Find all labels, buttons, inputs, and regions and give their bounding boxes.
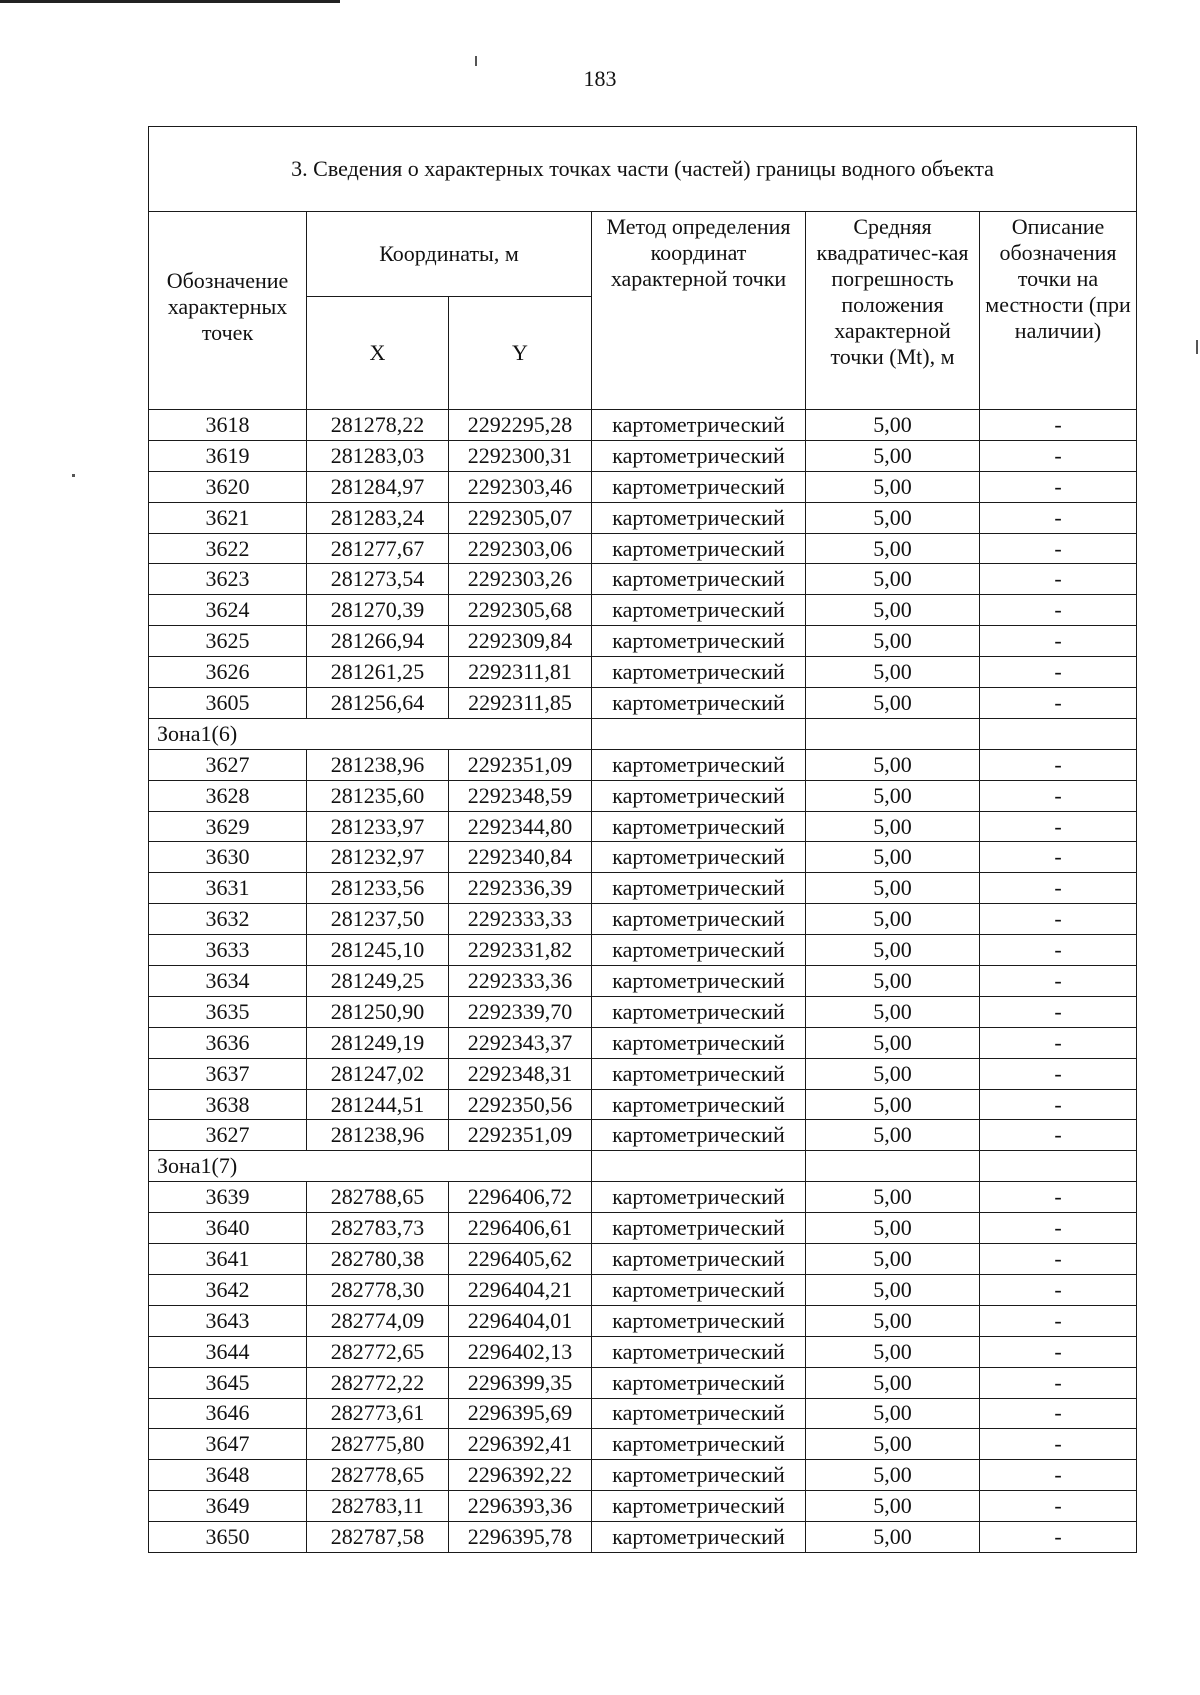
method-cell: картометрический: [592, 595, 806, 626]
precision-cell: 5,00: [806, 996, 980, 1027]
precision-cell: 5,00: [806, 410, 980, 441]
x-cell: 281283,03: [307, 440, 449, 471]
description-cell: -: [980, 1367, 1137, 1398]
description-cell: -: [980, 1274, 1137, 1305]
point-id-cell: 3648: [149, 1460, 307, 1491]
point-id-cell: 3605: [149, 688, 307, 719]
table-row: [149, 564, 1137, 595]
point-id-cell: 3643: [149, 1305, 307, 1336]
description-cell: -: [980, 780, 1137, 811]
description-cell: -: [980, 533, 1137, 564]
table-row: [149, 935, 1137, 966]
header-x: X: [307, 297, 449, 410]
table-row: [149, 1429, 1137, 1460]
precision-cell: 5,00: [806, 1491, 980, 1522]
description-cell: -: [980, 1336, 1137, 1367]
method-cell: картометрический: [592, 749, 806, 780]
point-id-cell: 3623: [149, 564, 307, 595]
y-cell: 2292305,68: [449, 595, 592, 626]
precision-cell: 5,00: [806, 1367, 980, 1398]
scan-speck: [72, 474, 75, 477]
table-row: [149, 502, 1137, 533]
y-cell: 2292311,81: [449, 657, 592, 688]
table-row: [149, 657, 1137, 688]
y-cell: 2292348,59: [449, 780, 592, 811]
x-cell: 282778,30: [307, 1274, 449, 1305]
description-cell: -: [980, 935, 1137, 966]
y-cell: 2296405,62: [449, 1244, 592, 1275]
x-cell: 281273,54: [307, 564, 449, 595]
precision-cell: 5,00: [806, 1336, 980, 1367]
precision-cell: 5,00: [806, 1120, 980, 1151]
x-cell: 282780,38: [307, 1244, 449, 1275]
y-cell: 2292331,82: [449, 935, 592, 966]
table-row: [149, 533, 1137, 564]
table-row: [149, 1120, 1137, 1151]
y-cell: 2292305,07: [449, 502, 592, 533]
y-cell: 2296399,35: [449, 1367, 592, 1398]
point-id-cell: 3619: [149, 440, 307, 471]
y-cell: 2292351,09: [449, 1120, 592, 1151]
table-row: [149, 780, 1137, 811]
method-cell: картометрический: [592, 657, 806, 688]
y-cell: 2296392,22: [449, 1460, 592, 1491]
y-cell: 2292303,46: [449, 471, 592, 502]
method-cell: картометрический: [592, 1182, 806, 1213]
y-cell: 2292333,36: [449, 966, 592, 997]
header-designation: Обозначение характерных точек: [149, 212, 307, 410]
description-cell: -: [980, 1429, 1137, 1460]
table-row: [149, 1182, 1137, 1213]
precision-cell: 5,00: [806, 1058, 980, 1089]
x-cell: 281277,67: [307, 533, 449, 564]
precision-cell: 5,00: [806, 440, 980, 471]
x-cell: 281270,39: [307, 595, 449, 626]
boundary-points-table: [148, 126, 1137, 1553]
header-y: Y: [449, 297, 592, 410]
x-cell: 281256,64: [307, 688, 449, 719]
description-cell: -: [980, 749, 1137, 780]
precision-cell: 5,00: [806, 1522, 980, 1553]
x-cell: 281235,60: [307, 780, 449, 811]
precision-cell: 5,00: [806, 873, 980, 904]
y-cell: 2292309,84: [449, 626, 592, 657]
x-cell: 281283,24: [307, 502, 449, 533]
y-cell: 2292295,28: [449, 410, 592, 441]
method-cell: картометрический: [592, 440, 806, 471]
precision-cell: 5,00: [806, 842, 980, 873]
description-cell: [980, 718, 1137, 749]
x-cell: 281247,02: [307, 1058, 449, 1089]
precision-cell: 5,00: [806, 1089, 980, 1120]
x-cell: 281233,97: [307, 811, 449, 842]
scan-speck: [1196, 340, 1198, 354]
scan-edge-line: [0, 0, 340, 3]
precision-cell: 5,00: [806, 657, 980, 688]
y-cell: 2292351,09: [449, 749, 592, 780]
description-cell: -: [980, 996, 1137, 1027]
precision-cell: 5,00: [806, 904, 980, 935]
description-cell: -: [980, 595, 1137, 626]
method-cell: картометрический: [592, 904, 806, 935]
point-id-cell: 3639: [149, 1182, 307, 1213]
description-cell: -: [980, 410, 1137, 441]
method-cell: картометрический: [592, 1460, 806, 1491]
x-cell: 282774,09: [307, 1305, 449, 1336]
point-id-cell: 3624: [149, 595, 307, 626]
table-row: [149, 440, 1137, 471]
precision-cell: 5,00: [806, 935, 980, 966]
header-description: Описание обозначения точки на местности (при наличии): [980, 212, 1137, 410]
x-cell: 282783,73: [307, 1213, 449, 1244]
description-cell: -: [980, 1089, 1137, 1120]
table-row: [149, 1213, 1137, 1244]
x-cell: 282775,80: [307, 1429, 449, 1460]
point-id-cell: 3622: [149, 533, 307, 564]
point-id-cell: 3649: [149, 1491, 307, 1522]
point-id-cell: 3632: [149, 904, 307, 935]
y-cell: 2296404,21: [449, 1274, 592, 1305]
point-id-cell: 3627: [149, 749, 307, 780]
point-id-cell: 3629: [149, 811, 307, 842]
point-id-cell: 3625: [149, 626, 307, 657]
method-cell: картометрический: [592, 1429, 806, 1460]
description-cell: -: [980, 1305, 1137, 1336]
description-cell: -: [980, 1120, 1137, 1151]
precision-cell: 5,00: [806, 966, 980, 997]
method-cell: картометрический: [592, 1367, 806, 1398]
precision-cell: 5,00: [806, 564, 980, 595]
table-row: [149, 1089, 1137, 1120]
x-cell: 281249,25: [307, 966, 449, 997]
y-cell: 2292336,39: [449, 873, 592, 904]
x-cell: 281237,50: [307, 904, 449, 935]
method-cell: картометрический: [592, 935, 806, 966]
table-row: [149, 1027, 1137, 1058]
table-title: 3. Сведения о характерных точках части (частей) границы водного объекта: [149, 127, 1137, 212]
description-cell: -: [980, 1182, 1137, 1213]
precision-cell: 5,00: [806, 595, 980, 626]
table-row: [149, 410, 1137, 441]
point-id-cell: 3647: [149, 1429, 307, 1460]
method-cell: картометрический: [592, 1089, 806, 1120]
point-id-cell: 3650: [149, 1522, 307, 1553]
method-cell: картометрический: [592, 1058, 806, 1089]
zone-label: Зона1(7): [149, 1151, 592, 1182]
method-cell: [592, 1151, 806, 1182]
precision-cell: 5,00: [806, 688, 980, 719]
description-cell: -: [980, 1491, 1137, 1522]
point-id-cell: 3633: [149, 935, 307, 966]
method-cell: картометрический: [592, 502, 806, 533]
table-row: [149, 966, 1137, 997]
method-cell: картометрический: [592, 471, 806, 502]
point-id-cell: 3642: [149, 1274, 307, 1305]
y-cell: 2292350,56: [449, 1089, 592, 1120]
x-cell: 282788,65: [307, 1182, 449, 1213]
y-cell: 2296395,69: [449, 1398, 592, 1429]
table-row: [149, 873, 1137, 904]
point-id-cell: 3628: [149, 780, 307, 811]
point-id-cell: 3626: [149, 657, 307, 688]
table-row: [149, 626, 1137, 657]
method-cell: картометрический: [592, 1491, 806, 1522]
precision-cell: 5,00: [806, 1305, 980, 1336]
x-cell: 281261,25: [307, 657, 449, 688]
x-cell: 282783,11: [307, 1491, 449, 1522]
point-id-cell: 3635: [149, 996, 307, 1027]
x-cell: 281238,96: [307, 1120, 449, 1151]
method-cell: картометрический: [592, 410, 806, 441]
y-cell: 2296406,72: [449, 1182, 592, 1213]
description-cell: [980, 1151, 1137, 1182]
table-row: [149, 1305, 1137, 1336]
method-cell: картометрический: [592, 780, 806, 811]
zone-label: Зона1(6): [149, 718, 592, 749]
zone-row: [149, 1151, 1137, 1182]
description-cell: -: [980, 440, 1137, 471]
table-row: [149, 749, 1137, 780]
precision-cell: 5,00: [806, 811, 980, 842]
method-cell: картометрический: [592, 564, 806, 595]
description-cell: -: [980, 564, 1137, 595]
method-cell: картометрический: [592, 1244, 806, 1275]
precision-cell: 5,00: [806, 1244, 980, 1275]
header-precision: Средняя квадратичес-кая погрешность положения характерной точки (Mt), м: [806, 212, 980, 410]
description-cell: -: [980, 626, 1137, 657]
header-method: Метод определения координат характерной точки: [592, 212, 806, 410]
description-cell: -: [980, 873, 1137, 904]
y-cell: 2296404,01: [449, 1305, 592, 1336]
x-cell: 281232,97: [307, 842, 449, 873]
x-cell: 282773,61: [307, 1398, 449, 1429]
method-cell: картометрический: [592, 1398, 806, 1429]
scan-speck: [475, 56, 477, 66]
description-cell: -: [980, 1027, 1137, 1058]
point-id-cell: 3641: [149, 1244, 307, 1275]
x-cell: 281238,96: [307, 749, 449, 780]
description-cell: -: [980, 904, 1137, 935]
method-cell: картометрический: [592, 1120, 806, 1151]
precision-cell: [806, 718, 980, 749]
precision-cell: 5,00: [806, 749, 980, 780]
precision-cell: 5,00: [806, 502, 980, 533]
y-cell: 2296392,41: [449, 1429, 592, 1460]
precision-cell: 5,00: [806, 626, 980, 657]
description-cell: -: [980, 966, 1137, 997]
table-row: [149, 996, 1137, 1027]
precision-cell: 5,00: [806, 780, 980, 811]
precision-cell: 5,00: [806, 1460, 980, 1491]
y-cell: 2292348,31: [449, 1058, 592, 1089]
table-row: [149, 842, 1137, 873]
y-cell: 2292343,37: [449, 1027, 592, 1058]
header-coordinates: Координаты, м: [307, 212, 592, 297]
precision-cell: 5,00: [806, 1398, 980, 1429]
table-row: [149, 1398, 1137, 1429]
y-cell: 2292303,06: [449, 533, 592, 564]
y-cell: 2292311,85: [449, 688, 592, 719]
x-cell: 281266,94: [307, 626, 449, 657]
page-number: 183: [583, 66, 617, 91]
point-id-cell: 3636: [149, 1027, 307, 1058]
x-cell: 281284,97: [307, 471, 449, 502]
method-cell: картометрический: [592, 1027, 806, 1058]
y-cell: 2292300,31: [449, 440, 592, 471]
y-cell: 2296395,78: [449, 1522, 592, 1553]
description-cell: -: [980, 1522, 1137, 1553]
table-row: [149, 471, 1137, 502]
precision-cell: 5,00: [806, 1213, 980, 1244]
y-cell: 2296406,61: [449, 1213, 592, 1244]
x-cell: 282772,22: [307, 1367, 449, 1398]
precision-cell: 5,00: [806, 1274, 980, 1305]
method-cell: картометрический: [592, 1522, 806, 1553]
point-id-cell: 3640: [149, 1213, 307, 1244]
point-id-cell: 3637: [149, 1058, 307, 1089]
point-id-cell: 3638: [149, 1089, 307, 1120]
x-cell: 281244,51: [307, 1089, 449, 1120]
point-id-cell: 3631: [149, 873, 307, 904]
point-id-cell: 3630: [149, 842, 307, 873]
point-id-cell: 3627: [149, 1120, 307, 1151]
table-row: [149, 1367, 1137, 1398]
y-cell: 2292303,26: [449, 564, 592, 595]
method-cell: картометрический: [592, 688, 806, 719]
precision-cell: 5,00: [806, 533, 980, 564]
y-cell: 2296402,13: [449, 1336, 592, 1367]
description-cell: -: [980, 1244, 1137, 1275]
x-cell: 282778,65: [307, 1460, 449, 1491]
y-cell: 2292333,33: [449, 904, 592, 935]
table-row: [149, 688, 1137, 719]
precision-cell: 5,00: [806, 1027, 980, 1058]
method-cell: картометрический: [592, 873, 806, 904]
description-cell: -: [980, 1398, 1137, 1429]
method-cell: картометрический: [592, 811, 806, 842]
point-id-cell: 3644: [149, 1336, 307, 1367]
table-row: [149, 904, 1137, 935]
precision-cell: [806, 1151, 980, 1182]
point-id-cell: 3646: [149, 1398, 307, 1429]
method-cell: картометрический: [592, 996, 806, 1027]
method-cell: картометрический: [592, 1213, 806, 1244]
method-cell: картометрический: [592, 966, 806, 997]
description-cell: -: [980, 502, 1137, 533]
precision-cell: 5,00: [806, 471, 980, 502]
table-row: [149, 1522, 1137, 1553]
method-cell: [592, 718, 806, 749]
description-cell: -: [980, 842, 1137, 873]
description-cell: -: [980, 1460, 1137, 1491]
point-id-cell: 3618: [149, 410, 307, 441]
description-cell: -: [980, 657, 1137, 688]
method-cell: картометрический: [592, 533, 806, 564]
precision-cell: 5,00: [806, 1182, 980, 1213]
description-cell: -: [980, 1058, 1137, 1089]
zone-row: [149, 718, 1137, 749]
description-cell: -: [980, 1213, 1137, 1244]
table-row: [149, 811, 1137, 842]
y-cell: 2296393,36: [449, 1491, 592, 1522]
y-cell: 2292344,80: [449, 811, 592, 842]
description-cell: -: [980, 811, 1137, 842]
table-row: [149, 1274, 1137, 1305]
x-cell: 281233,56: [307, 873, 449, 904]
table-row: [149, 1491, 1137, 1522]
description-cell: -: [980, 471, 1137, 502]
y-cell: 2292340,84: [449, 842, 592, 873]
point-id-cell: 3620: [149, 471, 307, 502]
method-cell: картометрический: [592, 1305, 806, 1336]
table-row: [149, 1058, 1137, 1089]
x-cell: 281249,19: [307, 1027, 449, 1058]
x-cell: 281250,90: [307, 996, 449, 1027]
precision-cell: 5,00: [806, 1429, 980, 1460]
x-cell: 282787,58: [307, 1522, 449, 1553]
table-row: [149, 595, 1137, 626]
x-cell: 281278,22: [307, 410, 449, 441]
x-cell: 282772,65: [307, 1336, 449, 1367]
table-row: [149, 1460, 1137, 1491]
point-id-cell: 3634: [149, 966, 307, 997]
point-id-cell: 3645: [149, 1367, 307, 1398]
description-cell: -: [980, 688, 1137, 719]
table-body: [149, 410, 1137, 1553]
method-cell: картометрический: [592, 1336, 806, 1367]
method-cell: картометрический: [592, 842, 806, 873]
point-id-cell: 3621: [149, 502, 307, 533]
table-row: [149, 1336, 1137, 1367]
x-cell: 281245,10: [307, 935, 449, 966]
y-cell: 2292339,70: [449, 996, 592, 1027]
method-cell: картометрический: [592, 626, 806, 657]
method-cell: картометрический: [592, 1274, 806, 1305]
table-row: [149, 1244, 1137, 1275]
